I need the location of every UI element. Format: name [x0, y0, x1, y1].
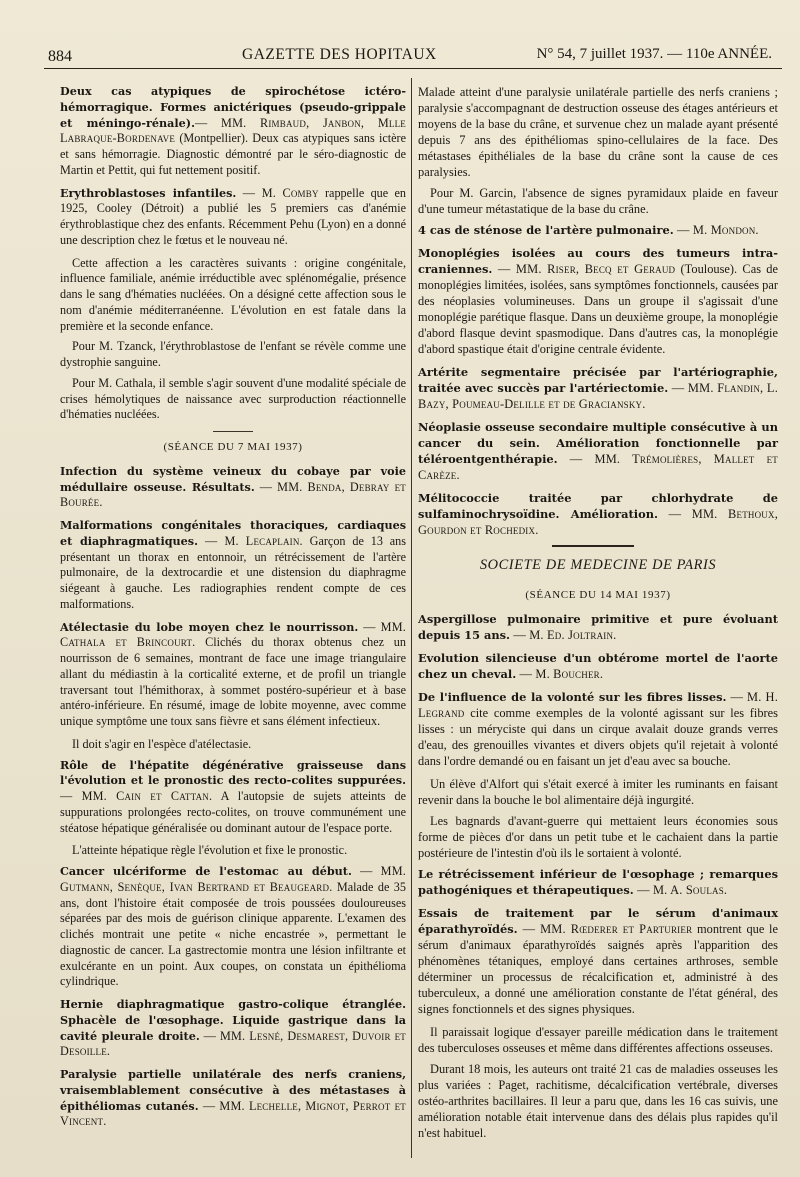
paragraph: Il doit s'agir en l'espèce d'atélectasie.: [72, 736, 252, 751]
article-authors: — MM. Cathala et Brincourt.: [60, 619, 407, 650]
article-title: Hernie diaphragmatique gastro-colique étranglée. Sphacèle de l'œsophage. Liquide gastrique dans la cavité pleurale droite.: [60, 997, 406, 1043]
seance-date: (SÉANCE DU 14 MAI 1937): [525, 589, 671, 601]
article-authors: — M. Ed. Joltrain.: [510, 628, 617, 642]
article-title: Infection du système veineux du cobaye par voie médullaire osseuse. Résultats.: [60, 463, 406, 494]
article-title: Paralysie partielle unilatérale des nerfs craniens, vraisemblablement consécutive à des métastases à épithéliomas cutanés.: [60, 1067, 406, 1113]
paragraph: Pour M. Garcin, l'absence de signes pyramidaux plaide en faveur d'une tumeur métastatique de la base du crâne.: [418, 186, 778, 216]
paragraph: Pour M. Tzanck, l'érythroblastose de l'enfant se révèle comme une dystrophie sanguine.: [60, 339, 406, 369]
article-title: Essais de traitement par le sérum d'animaux éparathyroïdés.: [418, 906, 778, 936]
article-body: A l'autopsie de sujets atteints de suppurations prolongées recto-colites, on trouve communément une stéatose hépatique généralisée ou dominant autour de l'espace porte.: [60, 789, 406, 835]
section-divider: [213, 431, 253, 432]
column-divider: [411, 78, 412, 1158]
article-title: 4 cas de sténose de l'artère pulmonaire.: [418, 223, 674, 237]
article-authors: — MM. Gutmann, Senèque, Ivan Bertrand et Beaugeard.: [60, 864, 406, 894]
article-entry: [60, 84, 406, 179]
article-body: Clichés du thorax obtenus chez un nourrisson de 6 semaines, montrant de face une image triangulaire allant du médiastin à la corticalité externe, et de profil un triangle traversant tout l'hémithorax, à sommet postéro-supérieur et à base antéro-inférieure. En résumé, image de lobite moyenne, avec comme unique symptôme une toux sans fièvre et sans élément infectieux.: [60, 635, 406, 728]
article-title: Atélectasie du lobe moyen chez le nourrisson.: [60, 619, 359, 634]
article-title: De l'influence de la volonté sur les fibres lisses.: [418, 690, 727, 704]
article-authors: — M. Comby: [236, 185, 319, 200]
article-entry: [418, 222, 778, 238]
article-entry: [60, 864, 406, 990]
article-entry: [60, 620, 406, 730]
paragraph: Pour M. Cathala, il semble s'agir souvent d'une modalité spéciale de crises hémolytiques de naissance avec surproduction réactionnelle d'hématies nucléées.: [60, 375, 406, 422]
article-title: Malformations congénitales thoraciques, cardiaques et diaphragmatiques.: [60, 518, 406, 548]
article-entry: [60, 758, 406, 837]
article-entry: [418, 364, 778, 412]
article-authors: — MM. Lechelle, Mignot, Perrot et Vincent.: [60, 1098, 406, 1129]
section-divider: [552, 545, 634, 547]
article-body: Garçon de 13 ans présentant un thorax en entonnoir, un rétrécissement de l'artère pulmonaire, de la dextrocardie et une distension du diaphragme siégeant à gauche. Les radiographies rendent compte de ces malformations.: [60, 533, 406, 611]
article-title: Monoplégies isolées au cours des tumeurs intra-craniennes.: [418, 246, 778, 276]
article-entry: [60, 1067, 406, 1130]
article-entry: [418, 689, 778, 769]
article-authors: — MM. Rimbaud, Janbon, Mlle Labraque-Bordenave: [60, 115, 406, 146]
article-body: cite comme exemples de la volonté agissant sur les fibres lisses : un méryciste qui dans un cirque avalait douze grands verres d'eau, des grenouilles vivantes et divers objets qu'il rejetait à volonté dans l'ordre demandé ou en faisant un jet d'eau avec sa bouche.: [418, 706, 778, 768]
issue-info: N° 54, 7 juillet 1937. — 110e ANNÉE.: [536, 46, 772, 62]
paragraph: Un élève d'Alfort qui s'était exercé à imiter les ruminants en faisant revenir dans la bouche le bol alimentaire déjà ingurgité.: [418, 777, 778, 807]
article-authors: — M. Lecaplain.: [198, 533, 303, 548]
article-entry: [418, 490, 778, 538]
article-authors: — MM. Trémolières, Mallet et Carèze.: [418, 452, 778, 482]
article-authors: — M. A. Soulas.: [633, 883, 728, 897]
paragraph: L'atteinte hépatique règle l'évolution et fixe le pronostic.: [72, 843, 348, 858]
article-title: Deux cas atypiques de spirochétose ictéro-hémorragique. Formes anictériques (pseudo-grippale et méningo-rénale).: [60, 84, 406, 130]
article-entry: [60, 518, 406, 613]
article-body: rappelle que en 1925, Cooley (Détroit) a publié les 5 premiers cas d'anémie érythroblastique chez des enfants. Récemment Pehu (Lyon) en a donné une description chez le fœtus et le nouveau né.: [60, 185, 406, 247]
article-authors: — MM. Lesné, Desmarest, Duvoir et Desoille.: [60, 1028, 406, 1059]
article-entry: [60, 186, 406, 249]
page-header: [44, 40, 782, 69]
paragraph: Cette affection a les caractères suivants : origine congénitale, influence familiale, anémie irréductible avec splénomégalie, présence dans le sang d'hématies nucléées. On a désigné cette affection sous le nom d'anémie méditerranéenne. L'évolution en est fatale dans la première et la seconde enfance.: [60, 255, 406, 333]
paragraph: Les bagnards d'avant-guerre qui mettaient leurs économies sous forme de pièces d'or dans un petit tube et le cachaient dans la partie postérieure de l'intestin d'où ils le sortaient à volonté.: [418, 814, 778, 860]
article-body: (Montpellier). Deux cas atypiques sans ictère et sans hémorragie. Diagnostic démontré par le séro-diagnostic de Martin et Pettit, qui fut nettement positif.: [60, 131, 406, 177]
article-body: Malade de 35 ans, dont l'histoire était composée de trois poussées douloureuses séparées par des mois de guérison clinique apparente. L'examen des clichés montrait une petite « niche encastrée », permettant le diagnostic de cancer. La gastrectomie montra une lésion infiltrante et exulcérante en un point. Aux coupes, on constata un épithélioma cylindrique.: [60, 879, 406, 989]
article-authors: — MM. Benda, Debray et Bourée.: [60, 479, 406, 510]
paragraph: Il paraissait logique d'essayer pareille médication dans le traitement des tuberculoses osseuses et même dans différentes affections osseuses.: [418, 1025, 778, 1055]
article-title: Rôle de l'hépatite dégénérative graisseuse dans l'évolution et le pronostic des recto-colites suppurées.: [60, 757, 406, 788]
article-title: Evolution silencieuse d'un obtérome mortel de l'aorte chez un cheval.: [418, 651, 778, 681]
article-authors: — M. H. Legrand: [418, 690, 778, 720]
article-authors: — MM. Cain et Cattan.: [60, 789, 213, 803]
left-column: [60, 84, 406, 1137]
right-column: [418, 84, 778, 1146]
article-authors: — M. Mondon.: [673, 223, 759, 237]
article-entry: [418, 650, 778, 682]
seance-date: (SÉANCE DU 7 MAI 1937): [163, 441, 303, 453]
article-title: Néoplasie osseuse secondaire multiple consécutive à un cancer du sein. Amélioration fonctionnelle par téléroentgenthérapie.: [418, 420, 778, 466]
article-title: Le rétrécissement inférieur de l'œsophage ; remarques pathogéniques et thérapeutiques.: [418, 867, 778, 897]
paragraph: Durant 18 mois, les auteurs ont traité 21 cas de maladies osseuses les plus variées : Paget, rachitisme, décalcification vertébrale, diverses ostéo-arthrites bacillaires. Il leur a paru que, dans les 16 cas suivis, une amélioration notable était intervenue dans des délais plus rapides qu'il n'est habituel.: [418, 1062, 778, 1140]
article-title: Mélitococcie traitée par chlorhydrate de sulfaminochrysoïdine. Amélioration.: [418, 491, 778, 521]
society-title: SOCIETE DE MEDECINE DE PARIS: [479, 557, 717, 573]
article-authors: — M. Boucher.: [516, 667, 604, 681]
page-number: 884: [48, 48, 72, 65]
article-authors: — MM. Bethoux, Gourdon et Rochedix.: [418, 507, 778, 537]
article-entry: [60, 997, 406, 1060]
article-entry: [418, 611, 778, 643]
article-entry: [418, 866, 778, 898]
article-title: Aspergillose pulmonaire primitive et pure évoluant depuis 15 ans.: [418, 612, 778, 642]
article-entry: [418, 905, 778, 1017]
article-title: Artérite segmentaire précisée par l'artériographie, traitée avec succès par l'artériectomie.: [418, 365, 778, 395]
article-title: Erythroblastoses infantiles.: [60, 185, 237, 200]
article-authors: — MM. Rœderer et Parturier: [517, 922, 693, 936]
article-entry: [418, 245, 778, 357]
article-authors: — MM. Riser, Becq et Geraud: [492, 262, 676, 276]
article-entry: [60, 464, 406, 511]
article-entry: [418, 419, 778, 483]
paragraph: Malade atteint d'une paralysie unilatérale partielle des nerfs craniens ; paralysie s'accompagnant de destruction osseuse des étages antérieurs et moyens de la base du crâne, et survenue chez un malade ayant présenté depuis 7 ans des épithéliomas spino-cellulaires de la face. Des métastases épithéliales de la base du crâne sont la cause de ces paralysies.: [418, 85, 778, 179]
article-title: Cancer ulcériforme de l'estomac au début.: [60, 864, 352, 878]
article-authors: — MM. Flandin, L. Bazy, Poumeau-Delille et de Graciansky.: [418, 381, 778, 411]
article-body: (Toulouse). Cas de monoplégies limitées, isolées, sans symptômes fonctionnels, causées par des néoplasies volumineuses. Dans un groupe il s'agissait d'une monoplégie parétique flasque. Dans un deuxième groupe, la monoplégie d'abord flasque devint spasmodique. Dans d'autres cas, la monoplégie d'abord spastique était d'origine centrale évidente.: [418, 262, 778, 356]
article-body: montrent que le sérum d'animaux éparathyroïdés saignés après l'apparition des phénomènes tétaniques, employé dans certaines arthroses, semble déterminer un processus de récalcification et, administré à des tuberculeux, a donné une amélioration constante de l'état général, des signes fonctionnels et des signes physiques.: [418, 922, 778, 1016]
publication-title: GAZETTE DES HOPITAUX: [242, 46, 437, 63]
